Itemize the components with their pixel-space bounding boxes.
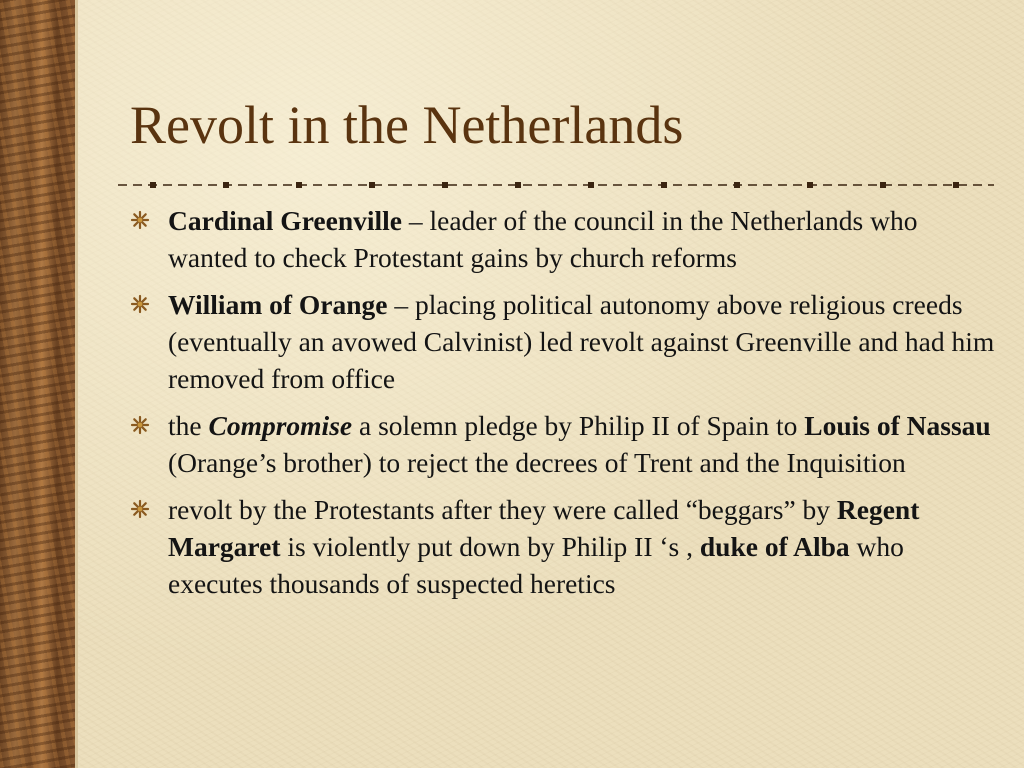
bullet-text-pre: the (168, 410, 209, 441)
divider-dot (442, 182, 448, 188)
divider-dot (369, 182, 375, 188)
bullet-text: (Orange’s brother) to reject the decrees of Trent and the Inquisition (168, 447, 906, 478)
dashed-divider (118, 177, 994, 193)
bullet-bold-term: William of Orange (168, 289, 388, 320)
bullet-bold-term: Louis of Nassau (804, 410, 991, 441)
divider-dot (953, 182, 959, 188)
bullet-text-pre: revolt by the Protestants after they were called “beggars” by (168, 494, 837, 525)
divider-dot (880, 182, 886, 188)
slide-title: Revolt in the Netherlands (130, 95, 684, 155)
asterisk-star-icon (130, 499, 150, 519)
bullet-bold-italic-term: Compromise (208, 410, 353, 441)
divider-dot (296, 182, 302, 188)
divider-dot (661, 182, 667, 188)
bullet-bold-term: Regent Margaret (168, 494, 920, 562)
divider-dot (807, 182, 813, 188)
divider-dot (515, 182, 521, 188)
bullet-bold-term: Cardinal Greenville (168, 205, 402, 236)
wood-border (0, 0, 76, 768)
bullet-text: – placing political autonomy above religious creeds (eventually an avowed Calvinist) led revolt against Greenville and had him removed from office (168, 289, 995, 394)
bullet-text: – leader of the council in the Netherlands who wanted to check Protestant gains by church reforms (168, 205, 918, 273)
list-item (126, 407, 996, 481)
divider-dot (734, 182, 740, 188)
bullet-bold-term-2: duke of Alba (699, 531, 850, 562)
divider-dot (588, 182, 594, 188)
list-item (126, 491, 996, 602)
asterisk-star-icon (130, 210, 150, 230)
bullet-text-mid: a solemn pledge by Philip II of Spain to (352, 410, 805, 441)
bullet-text-mid: is violently put down by Philip II ‘s , (280, 531, 700, 562)
list-item (126, 202, 996, 276)
asterisk-star-icon (130, 294, 150, 314)
divider-dot (223, 182, 229, 188)
asterisk-star-icon (130, 415, 150, 435)
list-item (126, 286, 996, 397)
bullet-text: who executes thousands of suspected heretics (168, 531, 904, 599)
divider-dot (150, 182, 156, 188)
bullet-list (126, 202, 996, 612)
